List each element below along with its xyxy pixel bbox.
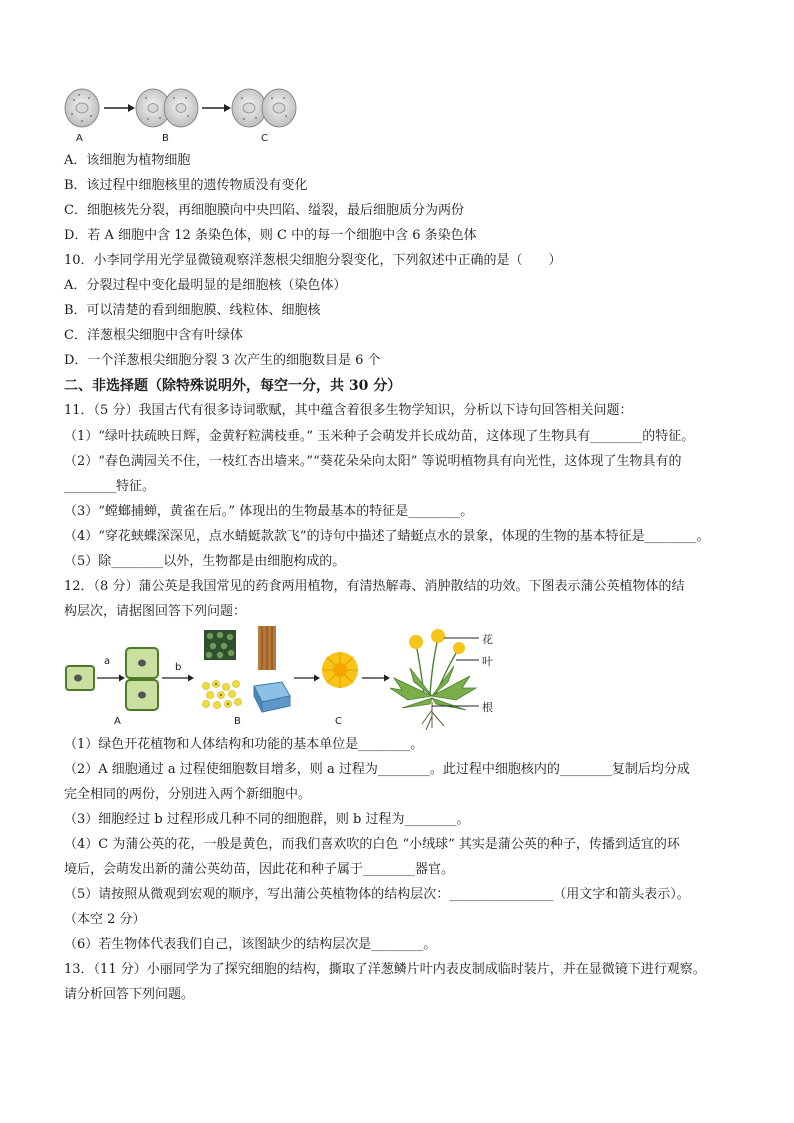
dandelion-structure-figure [64,624,504,732]
stage-label-a: A [114,716,121,727]
q12-item-3: （3）细胞经过 b 过程形成几种不同的细胞群，则 b 过程为________。 [64,812,470,827]
figure1-label-a: A [76,133,83,144]
q12-item-4: （4）C 为蒲公英的花，一般是黄色，而我们喜欢吹的白色 “小绒球” 其实是蒲公英的种子，传播到适宜的环 [64,837,680,852]
q11-item-2-cont: ________特征。 [64,479,156,494]
q12-item-5-note: （本空 2 分） [64,912,146,927]
q12-stem-line-1: 12．（8 分）蒲公英是我国常见的药食两用植物，有清热解毒、消肿散结的功效。下图表示蒲公英植物体的结 [64,579,685,594]
tissue-green-icon [204,630,236,660]
q12-item-6: （6）若生物体代表我们自己，该图缺少的结构层次是________。 [64,937,437,952]
section2-heading: 二、非选择题（除特殊说明外，每空一分，共 30 分） [64,378,402,394]
q11-stem: 11．（5 分）我国古代有很多诗词歌赋，其中蕴含着很多生物学知识，分析以下诗句回答相关问题： [64,403,633,418]
cell-division-figure [62,86,312,148]
cell-division-diagram [62,86,312,148]
q11-item-5: （5）除________以外，生物都是由细胞构成的。 [64,554,346,569]
q9-option-a: A．该细胞为植物细胞 [64,153,191,168]
q12-stem-line-2: 构层次，请据图回答下列问题： [64,604,247,619]
dandelion-flower-icon [322,652,358,688]
q9-option-b: B．该过程中细胞核里的遗传物质没有变化 [64,178,308,193]
arrow-label-b: b [175,662,182,673]
tissue-yellow-icon [203,681,242,709]
dandelion-plant-icon [390,629,476,730]
q13-line-1: 13．（11 分）小丽同学为了探究细胞的结构，撕取了洋葱鳞片叶内表皮制成临时装片，并在显微镜下进行观察。 [64,962,706,977]
q12-item-2-cont: 完全相同的两份，分别进入两个新细胞中。 [64,787,312,802]
plant-label-root: 根 [482,701,493,714]
dandelion-structure-diagram [64,624,504,732]
plant-label-flower: 花 [482,633,493,646]
q10-option-a: A．分裂过程中变化最明显的是细胞核（染色体） [64,278,347,293]
q9-option-c: C．细胞核先分裂，再细胞膜向中央凹陷、缢裂，最后细胞质分为两份 [64,203,464,218]
q10-option-d: D．一个洋葱根尖细胞分裂 3 次产生的细胞数目是 6 个 [64,353,381,368]
q9-option-d: D．若 A 细胞中含 12 条染色体，则 C 中的每一个细胞中含 6 条染色体 [64,228,477,243]
q10-option-c: C．洋葱根尖细胞中含有叶绿体 [64,328,243,343]
q11-item-3: （3）“螳螂捕蝉，黄雀在后。” 体现出的生物最基本的特征是________。 [64,504,474,519]
stage-label-b: B [234,716,241,727]
q12-item-4-cont: 境后，会萌发出新的蒲公英幼苗，因此花和种子属于________器官。 [64,862,455,877]
q10-stem: 10．小李同学用光学显微镜观察洋葱根尖细胞分裂变化，下列叙述中正确的是（ ） [64,253,562,268]
tissue-blue-icon [254,682,290,712]
q10-option-b: B．可以清楚的看到细胞膜、线粒体、细胞核 [64,303,321,318]
q11-item-1: （1）“绿叶扶疏映日辉，金黄籽粒满枝垂。” 玉米种子会萌发并长成幼苗，这体现了生物具有________的特征。 [64,429,695,444]
plant-label-leaf: 叶 [482,655,493,668]
q12-item-2: （2）A 细胞通过 a 过程使细胞数目增多，则 a 过程为________。此过程中细胞核内的________复制后均分成 [64,762,690,777]
q12-item-5: （5）请按照从微观到宏观的顺序，写出蒲公英植物体的结构层次：________________（用文字和箭头表示）。 [64,887,690,902]
q11-item-4: （4）“穿花蛱蝶深深见，点水蜻蜓款款飞”的诗句中描述了蜻蜓点水的景象，体现的生物的基本特征是________。 [64,529,710,544]
arrow-label-a: a [104,656,111,667]
figure1-label-b: B [162,133,169,144]
tissue-stem-icon [258,626,276,670]
q13-line-2: 请分析回答下列问题。 [64,987,195,1002]
q12-item-1: （1）绿色开花植物和人体结构和功能的基本单位是________。 [64,737,424,752]
q11-item-2: （2）“春色满园关不住，一枝红杏出墙来。”“葵花朵朵向太阳” 等说明植物具有向光性，这体现了生物具有的 [64,454,682,469]
stage-label-c: C [335,716,342,727]
figure1-label-c: C [261,133,268,144]
